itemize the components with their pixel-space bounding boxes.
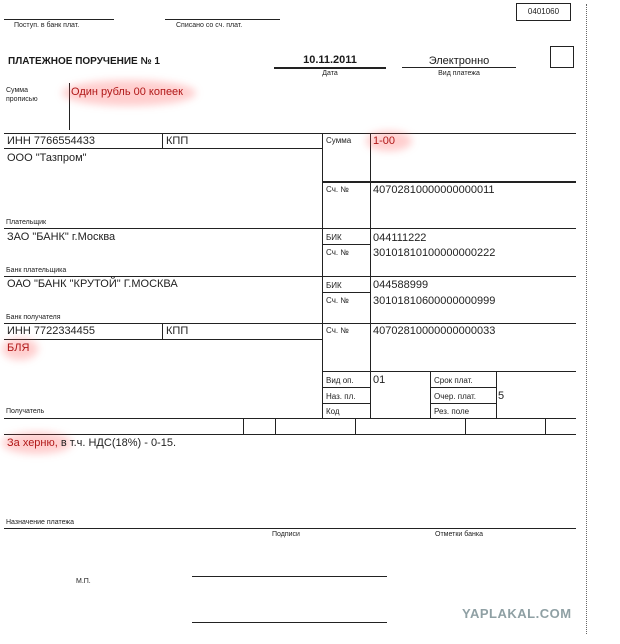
payer-bank-account-value: 30101810100000000222 bbox=[373, 247, 496, 259]
payment-type-label: Вид платежа bbox=[438, 70, 480, 77]
stamp-label: М.П. bbox=[76, 578, 91, 585]
signature-line-2 bbox=[192, 622, 387, 623]
payee-inn: ИНН 7722334455 bbox=[7, 325, 96, 337]
payer-bank-bik-label: БИК bbox=[326, 233, 342, 242]
grid-line-292 bbox=[322, 292, 370, 293]
grid-line-148 bbox=[4, 148, 322, 149]
order-title: ПЛАТЕЖНОЕ ПОРУЧЕНИЕ № 1 bbox=[8, 56, 160, 67]
payer-bank-account-label: Сч. № bbox=[326, 248, 349, 257]
grid-vline-s3 bbox=[355, 418, 356, 434]
term-label: Срок плат. bbox=[434, 376, 473, 385]
grid-vline-496 bbox=[496, 371, 497, 418]
grid-vline-s1 bbox=[243, 418, 244, 434]
payer-kpp-label: КПП bbox=[166, 135, 189, 147]
form-code-box bbox=[516, 3, 571, 21]
payee-kpp-label: КПП bbox=[166, 325, 189, 337]
bank-received-line bbox=[4, 19, 114, 20]
amount-label: Сумма bbox=[326, 136, 352, 145]
purpose-text bbox=[7, 437, 176, 449]
grid-line-387a bbox=[322, 387, 370, 388]
amount-words-label-2: прописью bbox=[6, 96, 38, 103]
payee-bank-name: ОАО "БАНК "КРУТОЙ" Г.МОСКВА bbox=[7, 278, 178, 290]
grid-line-339 bbox=[4, 339, 322, 340]
payer-account-value: 40702810000000000011 bbox=[373, 184, 495, 196]
payment-type-line bbox=[402, 67, 516, 68]
payer-bank-label: Банк плательщика bbox=[6, 267, 67, 274]
watermark: YAPLAKAL.COM bbox=[462, 606, 572, 621]
op-type-value: 01 bbox=[373, 374, 386, 386]
payee-account-value: 40702810000000000033 bbox=[373, 325, 496, 337]
purpose-text-red: За херню, bbox=[7, 437, 58, 449]
grid-line-387b bbox=[430, 387, 496, 388]
op-type-label: Вид оп. bbox=[326, 376, 354, 385]
grid-line-528 bbox=[4, 528, 576, 529]
grid-line-323 bbox=[4, 323, 576, 324]
status-box bbox=[550, 46, 574, 68]
amount-value: 1-00 bbox=[373, 135, 396, 147]
payee-name: БЛЯ bbox=[7, 342, 30, 354]
grid-line-228 bbox=[4, 228, 576, 229]
payee-label: Получатель bbox=[6, 408, 45, 415]
payee-bank-bik-value: 044588999 bbox=[373, 279, 429, 291]
payer-name: ООО "Тазпром" bbox=[7, 152, 87, 164]
grid-line-181 bbox=[322, 181, 576, 183]
payee-bank-account-value: 30101810600000000999 bbox=[373, 295, 496, 307]
grid-vline-kpp-bottom bbox=[162, 323, 163, 339]
date-label: Дата bbox=[322, 70, 338, 77]
payee-account-label: Сч. № bbox=[326, 326, 349, 335]
grid-line-434 bbox=[4, 434, 576, 435]
grid-vline-370 bbox=[370, 133, 371, 418]
bank-marks-label: Отметки банка bbox=[435, 531, 483, 538]
right-border bbox=[586, 4, 587, 634]
payer-bank-bik-value: 044111222 bbox=[373, 232, 427, 244]
payer-bank-name: ЗАО "БАНК" г.Москва bbox=[7, 231, 116, 243]
purpose-code-label: Наз. пл. bbox=[326, 392, 356, 401]
amount-words-label-1: Сумма bbox=[6, 87, 28, 94]
grid-line-244 bbox=[322, 244, 370, 245]
grid-line-403a bbox=[322, 403, 370, 404]
debited-line bbox=[165, 19, 280, 20]
grid-line-133 bbox=[4, 133, 576, 134]
grid-line-276 bbox=[4, 276, 576, 277]
debited-label: Списано со сч. плат. bbox=[176, 22, 243, 29]
grid-vline-s5 bbox=[545, 418, 546, 434]
payment-type: Электронно bbox=[428, 55, 490, 67]
payer-inn: ИНН 7766554433 bbox=[7, 135, 96, 147]
payee-bank-bik-label: БИК bbox=[326, 281, 342, 290]
grid-vline-s2 bbox=[275, 418, 276, 434]
grid-line-371 bbox=[322, 371, 576, 372]
purpose-label: Назначение платежа bbox=[6, 519, 74, 526]
grid-line-418 bbox=[4, 418, 576, 419]
payer-account-label: Сч. № bbox=[326, 185, 349, 194]
grid-vline-kpp-top bbox=[162, 133, 163, 148]
payee-bank-label: Банк получателя bbox=[6, 314, 61, 321]
priority-value: 5 bbox=[498, 390, 505, 402]
payer-label: Плательщик bbox=[6, 219, 47, 226]
bank-received-label: Поступ. в банк плат. bbox=[14, 22, 80, 29]
purpose-text-rest: в т.ч. НДС(18%) - 0-15. bbox=[57, 437, 177, 449]
payee-bank-account-label: Сч. № bbox=[326, 296, 349, 305]
grid-line-403b bbox=[430, 403, 496, 404]
grid-vline-322 bbox=[322, 133, 323, 418]
form-code: 0401060 bbox=[527, 7, 560, 16]
reserve-label: Рез. поле bbox=[434, 407, 470, 416]
code-label: Код bbox=[326, 407, 340, 416]
amount-words-value: Один рубль 00 копеек bbox=[71, 86, 183, 98]
signatures-label: Подписи bbox=[272, 531, 300, 538]
grid-vline-430 bbox=[430, 371, 431, 418]
order-date: 10.11.2011 bbox=[303, 54, 357, 66]
grid-vline-s4 bbox=[465, 418, 466, 434]
priority-label: Очер. плат. bbox=[434, 392, 477, 401]
signature-line-1 bbox=[192, 576, 387, 577]
date-line bbox=[274, 67, 386, 69]
